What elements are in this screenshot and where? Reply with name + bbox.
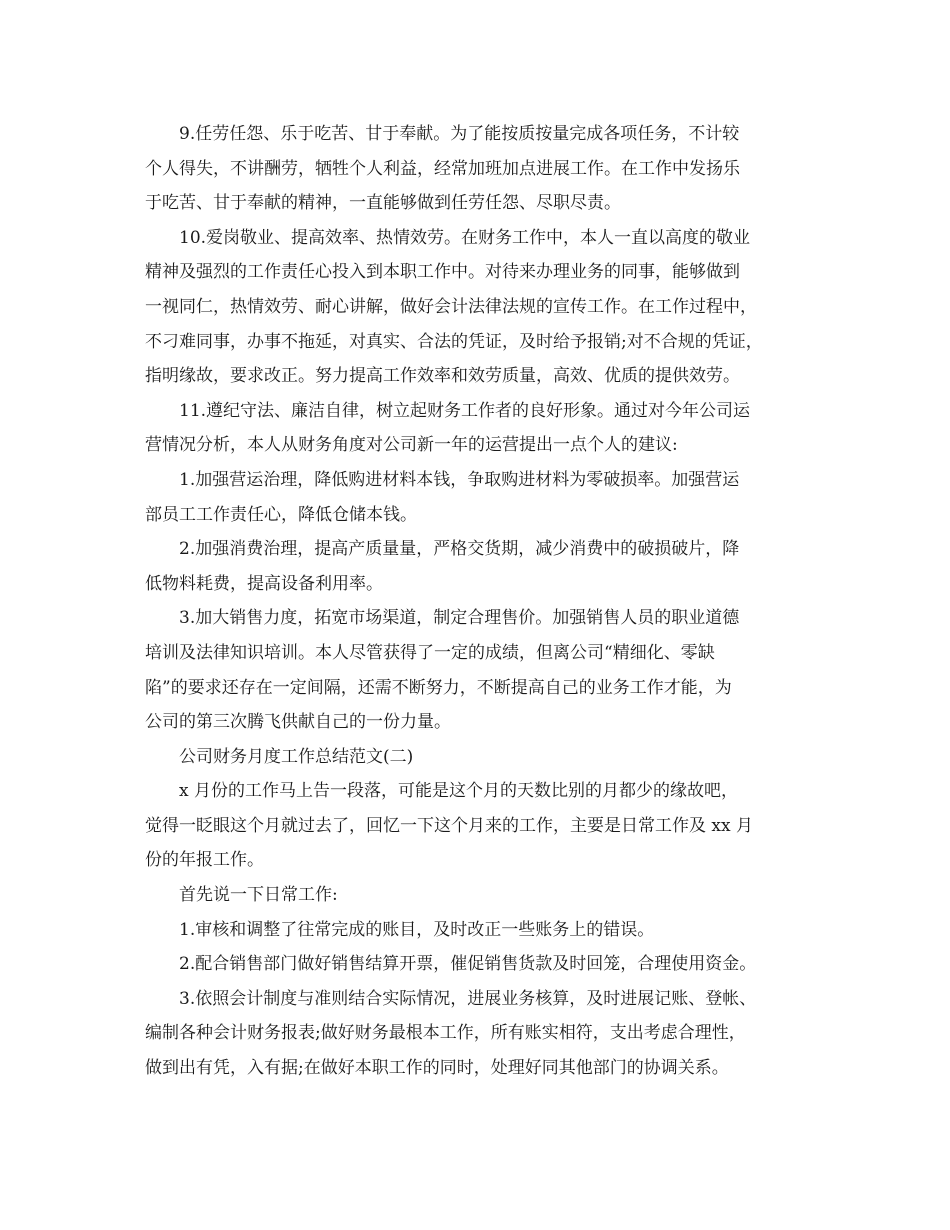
paragraph-item-9: 9.任劳任怨、乐于吃苦、甘于奉献。为了能按质按量完成各项任务，不计较 个人得失，不讲酬劳，牺牲个人利益，经常加班加点进展工作。在工作中发扬乐 于吃苦、甘于奉献的精神，一直能够做到任劳任怨、尽职尽责。 — [145, 124, 740, 214]
daily-work-item-3: 3.依照会计制度与准则结合实际情况，进展业务核算，及时进展记账、登帐、 编制各种会计财务报表;做好财务最根本工作，所有账实相符，支出考虑合理性， 做到出有凭，入有据;在做好本职工作的同时，处理好同其他部门的协调关系。 — [145, 988, 757, 1079]
suggestion-item-2: 2.加强消费治理，提高产质量量，严格交货期，减少消费中的破损破片，降 低物料耗费，提高设备利用率。 — [145, 539, 740, 594]
suggestion-item-1: 1.加强营运治理，降低购进材料本钱，争取购进材料为零破损率。加强营运 部员工工作责任心，降低仓储本钱。 — [145, 469, 740, 525]
paragraph-item-10: 10.爱岗敬业、提高效率、热情效劳。在财务工作中，本人一直以高度的敬业 精神及强烈的工作责任心投入到本职工作中。对待来办理业务的同事，能够做到 一视同仁，热情效劳、耐心讲解，做好会计法律法规的宣传工作。在工作过程中， 不刁难同事，办事不拖延，对真实、合法的凭证，及时给予报销;对不合规的凭证， 指明缘故，要求改正。努力提高工作效率和效劳质量，高效、优质的提供效劳。 — [145, 227, 763, 387]
section-heading: 公司财务月度工作总结范文(二) — [179, 746, 414, 767]
intro-paragraph: x 月份的工作马上告一段落，可能是这个月的天数比别的月都少的缘故吧， 觉得一眨眼这个月就过去了，回忆一下这个月来的工作，主要是日常工作及 xx 月 份的年报工作。 — [145, 781, 753, 871]
suggestion-item-3: 3.加大销售力度，拓宽市场渠道，制定合理售价。加强销售人员的职业道德 培训及法律知识培训。本人尽管获得了一定的成绩，但离公司“精细化、零缺 陷”的要求还存在一定间隔，还需不断努力，不断提高自己的业务工作才能，为 公司的第三次腾飞供献自己的一份力量。 — [145, 608, 740, 733]
daily-work-item-2: 2.配合销售部门做好销售结算开票，催促销售货款及时回笼，合理使用资金。 — [179, 954, 757, 975]
daily-work-item-1: 1.审核和调整了往常完成的账目，及时改正一些账务上的错误。 — [179, 919, 655, 940]
daily-work-heading: 首先说一下日常工作: — [179, 885, 338, 906]
document-body — [145, 117, 825, 1086]
paragraph-item-11: 11.遵纪守法、廉洁自律，树立起财务工作者的良好形象。通过对今年公司运 营情况分析，本人从财务角度对公司新一年的运营提出一点个人的建议: — [145, 400, 751, 456]
